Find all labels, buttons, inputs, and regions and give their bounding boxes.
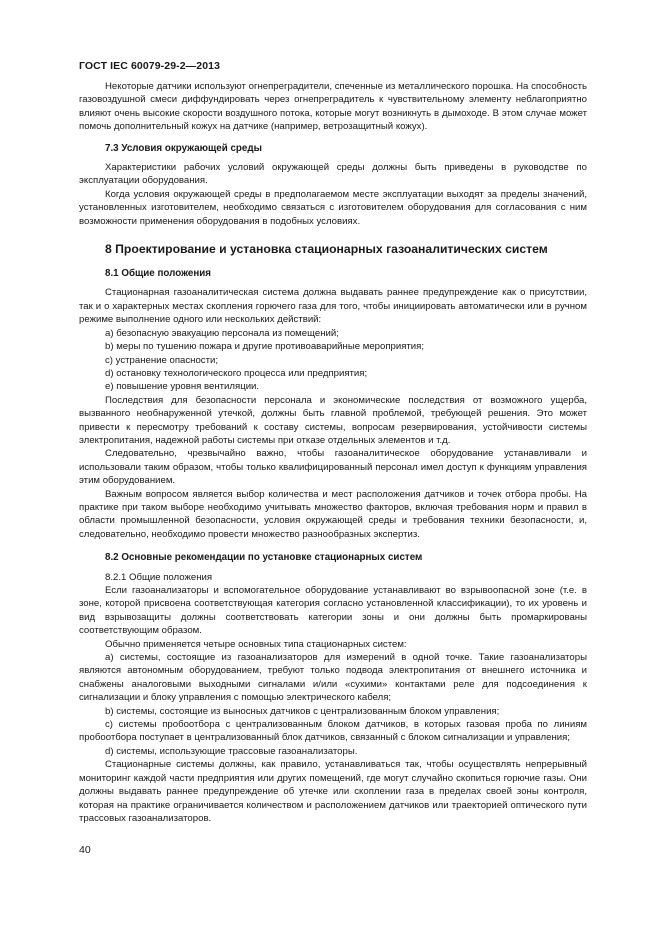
paragraph: Важным вопросом является выбор количества и мест расположения датчиков и точек отбора пробы. На практике при таком выборе необходимо учитывать множество факторов, включая требования норм и правил в области промышленной безопасности, условия окружающей среды и требования техники безопасности, и, следовательно, необходимо провести множество разнообразных экспертиз. [79,488,587,540]
paragraph: Стационарная газоаналитическая система должна выдавать раннее предупреждение как о присутствии, так и о характерных местах скопления горючего газа для того, чтобы инициировать автоматически или в ручном режиме выполнение одного или нескольких действий: [79,287,587,326]
list-item: c) устранение опасности; [105,354,219,366]
list-item: d) остановку технологического процесса или предприятия; [105,367,368,379]
section-heading-8-2: 8.2 Основные рекомендации по установке стационарных систем [105,552,423,564]
paragraph: Характеристики рабочих условий окружающей среды должны быть приведены в руководстве по эксплуатации оборудования. [79,162,587,187]
section-heading-8-1: 8.1 Общие положения [105,268,212,280]
list-item: e) повышение уровня вентиляции. [105,381,260,393]
list-item: b) меры по тушению пожара и другие противоаварийные мероприятия; [105,341,425,353]
paragraph: Когда условия окружающей среды в предполагаемом месте эксплуатации выходят за пределы значений, установленных изготовителем, необходимо связаться с изготовителем оборудования для согласования с ним возможности применения оборудования в подобных условиях. [79,188,587,227]
section-heading-7-3: 7.3 Условия окружающей среды [105,142,262,154]
paragraph: c) системы пробоотбора с централизованным блоком датчиков, в которых газовая проба по линиям пробоотбора поступает в централизованный блок датчиков, связанный с блоком сигнализации и управления; [79,719,587,744]
paragraph: Последствия для безопасности персонала и экономические последствия от возможного ущерба, вызванного необнаруженной утечкой, должны быть главной проблемой, требующей решения. Это может привести к пересмотру требований к составу системы, вопросам резервирования, устойчивости системы электропитания, надежной работы системы при отказе отдельных элементов и т.д. [79,394,587,446]
paragraph: b) системы, состоящие из выносных датчиков с централизованным блоком управления; [105,705,500,717]
paragraph: Некоторые датчики используют огнепреградители, спеченные из металлического порошка. На способность газовоздушной смеси диффундировать через огнепреградитель к чувствительному элементу неблагоприятно влияют очень высокие скорости воздушного потока, которые могут возникнуть в дымоходе. В этом случае может помочь дополнительный кожух на датчике (например, ветрозащитный кожух). [79,81,587,133]
standard-header: ГОСТ IEC 60079-29-2—2013 [79,60,221,72]
paragraph: Стационарные системы должны, как правило, устанавливаться так, чтобы осуществлять непрерывный мониторинг каждой части предприятия или других помещений, где могут случайно скопиться горючие газы. Они должны выдавать раннее предупреждение об утечке или скоплении газа в пределах своей зоны контроля, которая на практике ограничивается количеством и расположением датчиков или траекторией оптического пути трассовых газоанализаторов. [79,759,587,824]
paragraph: Обычно применяется четыре основных типа стационарных систем: [105,638,407,650]
paragraph: Следовательно, чрезвычайно важно, чтобы газоаналитическое оборудование устанавливали и использовали таким образом, чтобы только квалифицированный персонал имел доступ к функциям управления этим оборудованием. [79,448,587,487]
paragraph: Если газоанализаторы и вспомогательное оборудование устанавливают во взрывоопасной зоне (т.е. в зоне, которой присвоена соответствующая категория согласно установленной классификации), то их уровень и вид взрывозащиты должны соответствовать категории зоны и они должны быть промаркированы соответствующим образом. [79,585,587,637]
subsection-heading-8-2-1: 8.2.1 Общие положения [105,571,213,583]
paragraph: d) системы, использующие трассовые газоанализаторы. [105,745,358,757]
list-item: a) безопасную эвакуацию персонала из помещений; [105,327,339,339]
document-body [79,80,587,825]
section-heading-8: 8 Проектирование и установка стационарных газоаналитических систем [105,242,548,257]
paragraph: a) системы, состоящие из газоанализаторов для измерений в одной точке. Такие газоанализаторы являются автономным оборудованием, требуют только подвода электропитания от внешнего источника и снабжены аналоговыми выходными сигналами и/или «сухими» контактами реле для подсоединения к сигнализации и блоку управления с помощью электрического кабеля; [79,652,587,704]
page-number: 40 [79,844,91,856]
